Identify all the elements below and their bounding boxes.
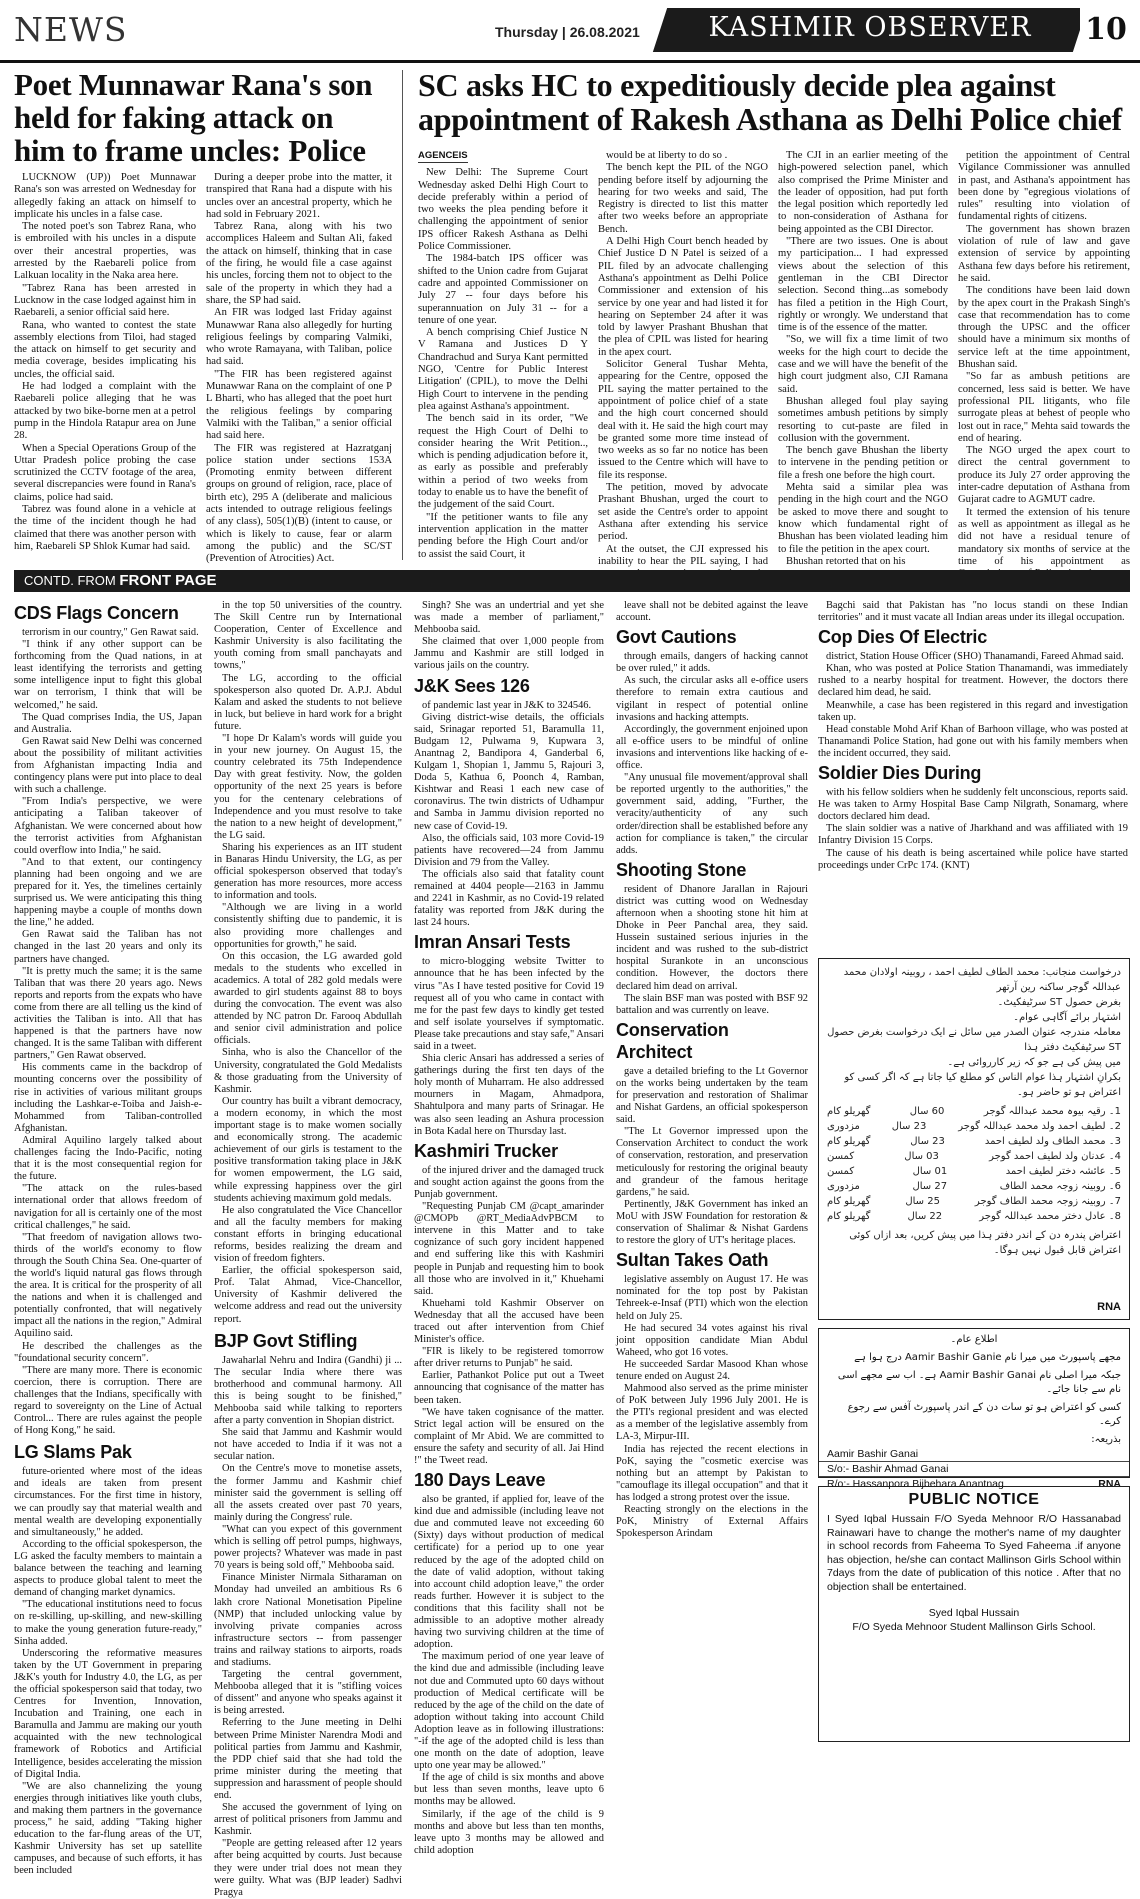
lg-paragraph: On this occasion, the LG awarded gold medals to the students who excelled in academics. A total of 282 gold medals were awarded to girl students against 88 to boys during the convocation. The event was also attended by NC patron Dr. Farooq Abdullah and senior civil administration and police officials.	[214, 950, 402, 1047]
ad-family-row	[827, 1104, 1121, 1119]
jk-paragraph: of pandemic last year in J&K to 324546.	[422, 699, 592, 711]
ad-family-cell: 23 سال	[891, 1121, 927, 1132]
ad-family-row	[827, 1134, 1121, 1149]
cds-paragraph: "That freedom of navigation allows two-thirds of the world's economy to flow through the South China Sea. One-quarter of the world's liquid natural gas flows through the area. It is critical for the prosperity of all the nations and when it is challenged and potentially confronted, that will negatively impact all the nations in the region," Admiral Aquilino said.	[14, 1231, 202, 1340]
contd-column-3	[414, 600, 604, 1856]
story1-paragraph: The FIR was registered at Hazratganj police station under sections 153A (Promoting enmity between different groups on ground of religion, race, place of birth etc), 295 A (deliberate and malicious acts intended to outrage religious feelings of any class), 505(1)(B) (intent to cause, or which is likely to cause, fear or alarm among the public) and the SC/ST (Prevention of Atrocities) Act.	[206, 442, 392, 565]
story1-paragraph: An FIR was lodged last Friday against Munawwar Rana also allegedly for hurting religious feelings by comparing Valmiki, who wrote Ramayana, with Taliban, police had said.	[206, 307, 392, 368]
story2-paragraph: The bench said in its order, "We request the High Court of Delhi to consider hearing the Writ Petition.., which is pending adjudication before it, as early as possible and preferably within a period of two weeks from today to enable us to have the benefit of the judgement of the said Court.	[418, 413, 588, 511]
story2-paragraph: "There are two issues. One is about my participation... I had expressed views about the selection of this gentleman in the CBI Director selection. Second thing...as somebody has filed a petition in the High Court, rightly or wrongly. We understand that time is of the essence of the matter.	[778, 236, 948, 334]
arch-paragraph: Pertinently, J&K Government has inked an MoU with JSW Foundation for restoration & conservation of Shalimar & Nishat Gardens to restore the glory of UT's heritage places.	[616, 1198, 808, 1247]
lg-paragraph: Underscoring the reformative measures taken by the UT Government in preparing J&K's youth for Industry 4.0, the LG, as per the official spokesperson said that today, two Centres for Invention, Innovation, Incubation and Training, one each in Baramulla and Jammu are making our youth acquainted with the new technological framework of Robotics and Artificial Intelligence, besides accelerating the mission of Digital India.	[14, 1647, 202, 1780]
ad-line: میں پیش کی ہے جو کہ زیر کارروائی ہے۔	[947, 1057, 1121, 1068]
brand-name: KASHMIR OBSERVER	[708, 12, 1032, 43]
jk-paragraph: Giving district-wise details, the officials said, Srinagar reported 51, Baramulla 11, Budgam 12, Pulwama 9, Kupwara 3, Anantnag 2, Bandipora 4, Ganderbal 6, Kulgam 1, Shopian 1, Jammu 5, Rajouri 3, Doda 5, Kathua 6, Poonch 4, Ramban, Kishtwar and Reasi 1 each new case of coronavirus. The twin districts of Udhampur and Samba in Jammu division reported no new case of Covid-19.	[414, 711, 604, 832]
soldier-paragraph: The cause of his death is being ascertained while police have started proceedings under CrPc 174. (KNT)	[818, 847, 1128, 871]
ad-family-cell: 27 سال	[912, 1181, 948, 1192]
bjp-paragraph: She claimed that over 1,000 people from Jammu and Kashmir are still lodged in various jails on the country.	[414, 636, 604, 672]
cds-heading: CDS Flags Concern	[14, 603, 179, 623]
leave-paragraph: If the age of child is six months and above but less than seven months, leave upto 6 months may be allowed.	[414, 1772, 604, 1808]
soldier-heading: Soldier Dies During	[818, 763, 982, 784]
story2-paragraph: The conditions have been laid down by the apex court in the Prakash Singh's case that recommendation has to come through the UPSC and the officer should have a minimum six months of service left at the time appointment, Bhushan said.	[958, 285, 1130, 371]
trucker-paragraph: Khuehami told Kashmir Observer on Wednesday that all the accused have been traced out after intervention from Chief Minister's office.	[414, 1297, 604, 1346]
story2-paragraph: It termed the extension of his tenure as well as appointment as illegal as he did not have a residual tenure of mandatory six months of service at the time of his appointment as	[958, 506, 1130, 567]
story1-column-2	[206, 172, 392, 565]
ad-family-cell: 23 سال	[910, 1136, 945, 1147]
ad-family-cell: گھریلو کام	[827, 1106, 871, 1117]
name-ad-name: Aamir Bashir Ganai	[819, 1447, 1129, 1462]
ad-family-row	[827, 1164, 1121, 1179]
contd-column-2	[214, 600, 402, 1898]
story2-paragraph: A bench comprising Chief Justice N V Ramana and Justices D Y Chandrachud and Surya Kant permitted NGO, 'Centre for Public Interest Litigation' (CPIL), to move the Delhi High Court to intervene in the pending plea against Asthana's appointment.	[418, 327, 588, 412]
public-notice	[818, 1486, 1130, 1742]
ad-family-row	[827, 1149, 1121, 1164]
ad-family-row	[827, 1179, 1121, 1194]
story2-paragraph: New Delhi: The Supreme Court Wednesday asked Delhi High Court to decide preferably within a period of two weeks the plea pending before it challenging the appointment of senior IPS officer Rakesh Asthana as Delhi Police Commissioner.	[418, 167, 588, 253]
bjp-paragraph: She accused the government of lying on arrest of political prisoners from Jammu and Kashmir.	[214, 1802, 402, 1838]
cds-paragraph: Admiral Aquilino largely talked about challenges facing the Indo-Pacific, noting that it is the most consequential region for the future.	[14, 1134, 202, 1183]
story2-paragraph: would be at liberty to do so .	[606, 150, 728, 161]
ad-family-cell: 5۔ عائشہ دختر لطیف احمد	[1005, 1166, 1121, 1177]
continued-label: FRONT PAGE	[119, 572, 217, 589]
ad-family-row	[827, 1209, 1121, 1224]
column-divider	[402, 70, 403, 560]
story1-paragraph: The noted poet's son Tabrez Rana, who is embroiled with his uncles in a dispute over their ancestral properties, was arrested by the Raebareli police from Lalkuan locality in the Naka area here.	[14, 221, 196, 282]
story2-paragraph: A Delhi High Court bench headed by Chief Justice D N Patel is seized of a PIL filed by an advocate challenging Asthana's appointment as Delhi Police Commissioner and extension of his service by one year and had listed it for hearing on September 24 after it was told by lawyer Prashant Bhushan that the plea of CPIL was listed for hearing in the apex court.	[598, 236, 768, 358]
bjp-paragraph: On the Centre's move to monetise assets, the former Jammu and Kashmir chief minister said the government is selling off all the assets created over past 70 years, mainly during the Congress' rule.	[214, 1463, 402, 1523]
bjp-paragraph: "What can you expect of this government which is selling off petrol pumps, highways, power projects? Whatever was made in past 70 years is being sold off," Mehbooba said.	[214, 1523, 402, 1572]
bjp-heading: BJP Govt Stifling	[214, 1330, 358, 1351]
story2-paragraph: The bench kept the PIL of the NGO pending before itself by adjourning the hearing for two weeks and said, The Registry is directed to list this matter after two weeks before an appropriate Bench.	[598, 162, 768, 235]
story2-paragraph: Mehta said a similar plea was pending in the high court and the NGO be asked to move there and sought to know which fundamental right of Bhushan has been violated leading him to file the petition in the apex court.	[778, 482, 948, 555]
lg-paragraph: The LG, according to the official spokesperson also quoted Dr. A.P.J. Abdul Kalam and asked the students to not believe in luck, but believe in hard work for a bright future.	[214, 672, 402, 732]
govt-paragraph: "Any unusual file movement/approval shall be reported urgently to the authorities," the government said, adding, "Further, the veracity/authenticity of any such order/direction shall be established before any action for compliance is taken," the circular adds.	[616, 772, 808, 856]
story2-paragraph: "If the petitioner wants to file any intervention application in the matter pending before the High Court and/or to assist the said Court, it	[418, 511, 588, 560]
story2-paragraph: At the outset, the CJI expressed his inability to hear the PIL saying, I had	[598, 543, 768, 567]
jk-paragraph: The officials also said that fatality count remained at 4404 people—2163 in Jammu and 2241 in Kashmir, as no Covid-19 related fatality was reported from J&K during the last 24 hours.	[414, 868, 604, 929]
lg-paragraph: "We are also channelizing the young energies through initiatives like youth clubs, and making them partners in the governance process," he said, adding "Taking higher education to the far-flung areas of the UT, Kashmir University has set up satellite campuses, and because of such efforts, it has been included	[14, 1780, 202, 1877]
cop-paragraph: Meanwhile, a case has been registered in this regard and investigation taken up.	[818, 699, 1128, 723]
cds-paragraph: "There are many more. There is economic coercion, there is corruption. There are challenges that the Indians, specifically with regard to sovereignty on the Line of Actual Control... There are rules against the people of Hong Kong," he said.	[14, 1364, 202, 1437]
bjp-paragraph: Targeting the central government, Mehbooba alleged that it is "stifling voices of dissent" and anyone who speaks against it is being arrested.	[214, 1669, 402, 1717]
lg-paragraph: in the top 50 universities of the country. The Skill Centre run by International Cooperation, Center of Excellence and Kashmir University is also facilitating the youth coming from small panchayats and towns,"	[214, 600, 402, 672]
sultan-paragraph: Reacting strongly on the elections in the PoK, Ministry of External Affairs Spokesperson Arindam	[616, 1504, 808, 1540]
name-ad-father: S/o:- Bashir Ahmad Ganai	[819, 1462, 1129, 1477]
contd-column-1	[14, 600, 202, 1877]
story2-column-2	[598, 150, 768, 567]
story2-paragraph: The petition, moved by advocate Prashant Bhushan, urged the court to set aside the Centre's order to appoint Asthana after extending his service period.	[598, 482, 768, 543]
public-notice-signatory: Syed Iqbal Hussain	[928, 1607, 1020, 1619]
story1-paragraph: He had lodged a complaint with the Raebareli police alleging that he was attacked by two bike-borne men at a petrol pump in the Hindola Ratapur area on June 28.	[14, 381, 196, 442]
bjp-paragraph: Referring to the June meeting in Delhi between Prime Minister Narendra Modi and political parties from Jammu and Kashmir, the PDP chief said that she had told the prime minister during the meeting that suppression and harassment of people should end.	[214, 1717, 402, 1801]
story2-paragraph: Bhushan alleged foul play saying sometimes ambush petitions by simply resorting to cut-paste are filed in collusion with the government.	[778, 395, 948, 444]
cds-paragraph: Gen Rawat said New Delhi was concerned about the possibility of militant activities from Afghanistan impacting India and contingency plans were put into place to deal with such a challenge.	[14, 735, 202, 796]
trucker-paragraph: of the injured driver and the damaged truck and sought action against the goons from the Punjab government.	[414, 1164, 604, 1200]
name-ad-sign: بذریعہ:	[1091, 1434, 1121, 1445]
jk-paragraph: Also, the officials said, 103 more Covid-19 patients have recovered—24 from Jammu Division and 79 from the Valley.	[414, 832, 604, 868]
imran-paragraph: Shia cleric Ansari has addressed a series of gatherings during the first ten days of the holy month of Muharram. He also addressed mourners in Magam, Ahmadpora, Shahtulpora and many parts of Srinagar. He was also seen leading an Ashura procession in Bota Kadal here on Thursday last.	[414, 1053, 604, 1137]
story1-paragraph: Tabrez Rana, along with his two accomplices Haleem and Sultan Ali, faked the attack on himself, thinking that in case of the firing, he would file a case against his uncles, forcing them not to object to the sale of the property in which they had a share, the SP had said.	[206, 221, 392, 306]
govt-paragraph: As such, the circular asks all e-office users therefore to remain extra cautious and vigilant in respect of potential online invasions and hacking attempts.	[616, 675, 808, 723]
bjp-paragraph: Jawaharlal Nehru and Indira (Gandhi) ji ... The secular India where there was brotherhood and communal harmony. All this is being sought to be finished," Mehbooba said while talking to reporters after a party convention in Shopian district.	[214, 1354, 402, 1427]
story1-paragraph: When a Special Operations Group of the Uttar Pradesh police probing the case scrutinized the CCTV footage of the area, several discrepancies were found in Rana's claims, police had said.	[14, 442, 196, 503]
story2-paragraph: "So far as ambush petitions are concerned, less said is better. We have professional PIL litigants, who file surrogate pleas at behest of people who lost out in race," Mehta said towards the end of hearing.	[958, 371, 1130, 444]
ad-line: بکرانِ اشتہار ہذا عوام الناس کو مطلع کیا جاتا ہے کہ اگر کسی کو اعتراض ہو تو حاضر ہو۔	[844, 1072, 1121, 1098]
ad-family-cell: گھریلو کام	[827, 1196, 871, 1207]
story2-paragraph: Solicitor General Tushar Mehta, appearing for the Centre, opposed the PIL saying the matter pertained to the appointment of police chief of a state and the high court concerned should deal with it. He said the high court may be granted some more time instead of two weeks as so far no notice has been issued to the Centre which will have to file its response.	[598, 359, 768, 481]
ad-line: اشتہار برائے آگاہی عوام۔	[1013, 1012, 1121, 1023]
cds-paragraph: "The attack on the rules-based international order that allows freedom of navigation for all is certainly one of the most critical challenges," he said.	[14, 1183, 202, 1231]
leave-heading: 180 Days Leave	[414, 1470, 546, 1491]
story1-paragraph: During a deeper probe into the matter, it transpired that Rana had a dispute with his uncles over an ancestral property, which he had sold in February 2021.	[206, 172, 392, 220]
story1-headline: Poet Munnawar Rana's son held for faking attack on him to frame uncles: Police	[14, 67, 373, 168]
ad-family-cell: 01 سال	[912, 1166, 948, 1177]
ad-family-cell: گھریلو کام	[827, 1211, 871, 1222]
lg-paragraph: "Although we are living in a world consistently shifting due to pandemic, it is also providing more challenges and opportunities for growth," he said.	[214, 902, 402, 950]
ad-family-cell: 60 سال	[909, 1106, 945, 1117]
name-ad-line-2: جبکہ میرا اصلی نام Aamir Bashir Ganai ہے۔ اب سے مجھے اسی نام سے جانا جائے۔	[837, 1370, 1121, 1395]
ad-family-cell: 6۔ روبینہ زوجہ محمد الطاف	[999, 1181, 1121, 1192]
bjp-paragraph: Singh? She was an undertrial and yet she was made a member of parliament," Mehbooba said.	[414, 600, 604, 636]
ad-family-cell: 8۔ عادل دختر محمد عبداللہ گوجر	[979, 1211, 1121, 1222]
ad-family-row	[827, 1119, 1121, 1134]
story2-column-3	[778, 150, 948, 567]
arch-heading: Conservation Architect	[616, 1019, 729, 1062]
sultan-paragraph: Mahmood also served as the prime minister of PoK between July 1996 July 2001. He is the PTI's regional president and was elected as a member of the legislative assembly from LA-3, Mirpur-III.	[616, 1383, 808, 1443]
name-ad-tag: RNA	[1098, 1478, 1121, 1490]
story2-paragraph: The CJI in an earlier meeting of the high-powered selection panel, which also comprised the Prime Minister and the leader of opposition, had put forth the legal position which reportedly led to non-consideration of Asthana for being appointed as the CBI Director.	[778, 150, 948, 235]
ad-line: درخواست منجانب: محمد الطاف لطیف احمد ، روبینہ اولادان محمد عبداللہ گوجر ساکنہ رین آرتھر	[843, 967, 1121, 993]
trucker-paragraph: "Requesting Punjab CM @capt_amarinder @CMOPb @RT_MediaAdvPBCM to intervene in this Matter and to take cognizance of such gory incident happened and end suffering like this with Kashmiri people in Punjab and requesting him to book all those who are involved in it," Khuehami said.	[414, 1201, 604, 1297]
ad-family-cell: گھریلو کام	[827, 1136, 871, 1147]
story2-paragraph: "So, we will fix a time limit of two weeks for the high court to decide the case and we will have the benefit of the high court judgment also, CJI Ramana said.	[778, 334, 948, 395]
ad-family-row	[827, 1194, 1121, 1209]
name-ad-line-1: مجھے پاسپورٹ میں میرا نام Aamir Bashir Ganie درج ہوا ہے	[854, 1352, 1121, 1363]
cds-paragraph: terrorism in our country," Gen Rawat said.	[22, 627, 199, 638]
cds-paragraph: "From India's perspective, we were anticipating a Taliban takeover of Afghanistan. We were concerned about how the terrorist activities from Afghanistan could overflow into India," he said.	[14, 796, 202, 856]
leave-paragraph: The maximum period of one year leave of the kind due and admissible (including leave not due and Commuted upto 60 days without production of Medical certificate will be reduced by the age of the child on the date of adoption without taking into account Child Adoption leave as in following illustrations: "-if the age of the adopted child is less than one month on the date of adoption, leave upto one year may be allowed."	[414, 1651, 604, 1772]
ad-family-cell: مزدوری	[827, 1121, 860, 1132]
lg-paragraph: Our country has built a vibrant democracy, a modern economy, in which the most important stage is to make women socially and economically strong. The academic achievement of our girls is testament to the positive transformation taking place in J&K for women empowerment, the LG said, while expressing happiness over the girl students achieving maximum gold medals.	[214, 1095, 402, 1204]
cds-paragraph: "And to that extent, our contingency planning had been ongoing and we are prepared for it. Yes, the timelines certainly surprised us. We were anticipating this thing happening maybe a couple of months down the line," he added.	[14, 856, 202, 929]
story1-paragraph: "The FIR has been registered against Munawwar Rana on the complaint of one P L Bharti, who has alleged that the poet hurt the religious feelings by comparing Valmiki with the Taliban," a senior official had said here.	[206, 368, 392, 442]
cds-paragraph: His comments came in the backdrop of mounting concerns over the possibility of rise in activities of various militant groups including the Lashkar-e-Toiba and Jaish-e-Mohammed from Taliban-controlled Afghanistan.	[14, 1062, 202, 1134]
cds-paragraph: "It is pretty much the same; it is the same Taliban that was there 20 years ago. News reports and reports from the expats who have come from there are all telling us the kind of activities the Taliban is into. All that has happened is that the partners have now changed. It is the same Taliban with different partners," Gen Rawat observed.	[14, 965, 202, 1062]
story2-paragraph: The 1984-batch IPS officer was shifted to the Union cadre from Gujarat cadre and appointed Commissioner on July 27 -- four days before his superannuation on July 31 -- for a tenure of one year.	[418, 253, 588, 326]
story1-paragraph: "Tabrez Rana has been arrested in Lucknow in the case lodged against him in Raebareli, a senior official said here.	[14, 282, 196, 319]
ad-family-cell: 7۔ روبینہ زوجہ محمد الطاف گوجر	[974, 1196, 1121, 1207]
public-notice-title: PUBLIC NOTICE	[908, 1491, 1040, 1508]
ad-family-cell: 3۔ محمد الطاف ولد لطیف احمد	[984, 1136, 1121, 1147]
page-number: 10	[1080, 8, 1132, 52]
story1-column-1	[14, 172, 196, 557]
lg-paragraph: According to the official spokesperson, the LG asked the faculty members to maintain a balance between the teaching and learning aspects to produce global talent to meet the demand of changing market dynamics.	[14, 1538, 202, 1599]
lg-paragraph: He also congratulated the Vice Chancellor and all the faculty members for making constant efforts in bringing educational reforms, besides realizing the dream and vision of freedom fighters.	[214, 1204, 402, 1265]
story2-byline: AGENCEIS	[418, 150, 468, 163]
ad-family-cell: 2۔ لطیف احمد ولد محمد عبداللہ گوجر	[958, 1121, 1121, 1132]
imran-heading: Imran Ansari Tests	[414, 932, 571, 953]
trucker-paragraph: "FIR is likely to be registered tomorrow after driver returns to Punjab" he said.	[414, 1346, 604, 1370]
ad-family-cell: 03 سال	[904, 1151, 939, 1162]
urdu-st-certificate-ad	[818, 958, 1130, 1320]
lg-paragraph: Earlier, the official spokesperson said, Prof. Talat Ahmad, Vice-Chancellor, University of Kashmir delivered the welcome address and read out the university report.	[214, 1265, 402, 1325]
lg-paragraph: Sinha, who is also the Chancellor of the University, congratulated the Gold Medalists & those graduating from the University of Kashmir.	[214, 1047, 402, 1095]
continued-banner	[14, 570, 1130, 592]
cds-paragraph: The Quad comprises India, the US, Japan and Australia.	[14, 711, 202, 735]
lg-paragraph: future-oriented where most of the ideas and ideals are taken from present circumstances. For the first time in history, we can proudly say that material wealth and mental wealth are developing exponentially and simultaneously," he added.	[14, 1466, 202, 1538]
cds-paragraph: Gen Rawat said the Taliban has not changed in the last 20 years and only its partners have changed.	[14, 929, 202, 965]
name-ad-address: R/o:- Hassanpora Bijbehara Anantnag	[827, 1478, 1004, 1490]
ad-family-cell: 22 سال	[907, 1211, 943, 1222]
govt-paragraph: Accordingly, the government enjoined upon all e-office users to be mindful of online invasions and interventions like hacking of e-office.	[616, 723, 808, 772]
arch-paragraph: gave a detailed briefing to the Lt Governor on the works being undertaken by the team for preservation and restoration of Shalimar and Nishat Gardens, an official spokesperson said.	[616, 1065, 808, 1126]
ad-line: بغرض حصول ST سرٹیفکیٹ۔	[997, 997, 1121, 1008]
bjp-paragraph: She said that Jammu and Kashmir would not have acceded to India if it was not a secular nation.	[214, 1427, 402, 1463]
ad-family-cell: 4۔ عدنان ولد لطیف احمد گوجر	[989, 1151, 1121, 1162]
trucker-paragraph: Earlier, Pathankot Police put out a Tweet announcing that cognisance of the matter has been taken.	[414, 1370, 604, 1406]
sultan-paragraph: India has rejected the recent elections in PoK, saying the "cosmetic exercise was nothing but an attempt by Pakistan to "camouflage its illegal occupation" and that it has lodged a strong protest over the issue.	[616, 1443, 808, 1503]
name-ad-title: اطلاع عام۔	[950, 1334, 998, 1345]
cop-heading: Cop Dies Of Electric	[818, 627, 988, 648]
public-notice-body: I Syed Iqbal Hussain F/O Syeda Mehnoor R/O Hassanabad Rainawari have to change the mother's name of my daughter in school records from Faheema To Syed Faheema .if anyone has objection, he/she can contact Mallinson Girls School within 7days from the date of publication of this notice . After that no objection shall be entertained.	[827, 1513, 1121, 1593]
lg-paragraph: "I hope Dr Kalam's words will guide you in your new journey. On August 15, the country celebrated its 75th Independence Day with great festivity. Now, the golden opportunity of the next 25 years is before you for the centenary celebrations of Independence and you must resolve to take the nation to a new height of development," the LG said.	[214, 733, 402, 841]
leave-paragraph: Similarly, if the age of the child is 9 months and above but less than ten months, leave upto 3 months may be allowed and child adoption	[414, 1808, 604, 1856]
name-change-ad	[818, 1328, 1130, 1490]
sultan-paragraph: He had secured 34 votes against his rival joint opposition candidate Mian Abdul Waheed, who got 16 votes.	[616, 1322, 808, 1358]
stone-paragraph: The slain BSF man was posted with BSF 92 battalion and was currently on leave.	[616, 992, 808, 1016]
soldier-paragraph: The slain soldier was a native of Jharkhand and was affiliated with 19 Infantry Division 15 Corps.	[818, 823, 1128, 847]
contd-column-4	[616, 600, 808, 1745]
cop-paragraph: Khan, who was posted at Police Station Thanamandi, was immediately rushed to a nearby hospital for treatment. However, the doctors there declared him dead, he said.	[818, 663, 1128, 699]
trucker-heading: Kashmiri Trucker	[414, 1140, 558, 1161]
lg-heading: LG Slams Pak	[14, 1442, 132, 1463]
jk-heading: J&K Sees 126	[414, 675, 530, 696]
cop-paragraph: district, Station House Officer (SHO) Thanamandi, Fareed Ahmad said.	[826, 651, 1124, 663]
ad-line: معاملہ مندرجہ عنوان الصدر میں سائل نے ایک درخواست بغرض حصول ST سرٹیفکیٹ دفتر ہذا	[827, 1027, 1121, 1053]
sultan-paragraph: legislative assembly on August 17. He was nominated for the top post by Pakistan Tehreek-e-Insaf (PTI) which won the election held on July 25.	[616, 1274, 808, 1322]
continued-prefix: CONTD. FROM	[24, 573, 116, 588]
lg-paragraph: "The educational institutions need to focus on re-skilling, up-skilling, and new-skilling to make the young generation future-ready," Sinha added.	[14, 1599, 202, 1647]
leave-paragraph: leave shall not be debited against the leave account.	[616, 600, 808, 624]
name-ad-line-3: کسی کو اعتراض ہو تو سات دن کے اندر پاسپورٹ آفس سے رجوع کرے۔	[847, 1402, 1121, 1427]
cds-paragraph: "I think if any other support can be forthcoming from the Quad nations, in at least identifying the terrorists and getting some intelligence input to fight this global war on terrorism, I think that will be welcomed," he said.	[14, 639, 202, 711]
story2-paragraph: The NGO urged the apex court to direct the central government to produce its July 27 order approving the inter-cadre deputation of Asthana from Gujarat cadre to AGMUT cadre.	[958, 445, 1130, 506]
story2-paragraph: The bench gave Bhushan the liberty to intervene in the pending petition or file a fresh one before the high court.	[778, 445, 948, 481]
story2-paragraph: petition the appointment of Central Vigilance Commissioner was annulled in past, and Asthana's appointment has been done by "egregious violations of rules" resulting into violation of fundamental rights of citizens.	[958, 150, 1130, 223]
cop-paragraph: Head constable Mohd Arif Khan of Barhoon village, who was posted at Thanamandi Police Station, had gone out with his family members when the incident occurred, they said.	[818, 723, 1128, 759]
soldier-paragraph: with his fellow soldiers when he suddenly felt unconscious, reports said. He was taken to Army Hospital Base Camp Nilgrath, Sonamarg, where doctors declared him dead.	[818, 787, 1128, 823]
masthead	[0, 0, 1140, 63]
cds-paragraph: He described the challenges as the "foundational security concern".	[14, 1340, 202, 1364]
trucker-paragraph: "We have taken cognisance of the matter. Strict legal action will be ensured on the complaint of Mr Abid. We are committed to ensure the safety and security of all. Jai Hind !" the Tweet read.	[414, 1406, 604, 1466]
ad-agency-tag: RNA	[1097, 1301, 1121, 1313]
govt-paragraph: through emails, dangers of hacking cannot be over ruled," it adds.	[616, 651, 808, 675]
story1-paragraph: Tabrez was found alone in a vehicle at the time of the incident though he had claimed that there was another person with him, Raebareli SP Shlok Kumar had said.	[14, 504, 196, 552]
sultan-heading: Sultan Takes Oath	[616, 1250, 769, 1271]
lg-paragraph: Sharing his experiences as an IIT student in Banaras Hindu University, the LG, as per official spokesperson observed that today's generation has more resources, more access to information and tools.	[214, 841, 402, 902]
issue-date: Thursday | 26.08.2021	[495, 24, 640, 40]
govt-heading: Govt Cautions	[616, 627, 737, 648]
ad-family-cell: مزدوری	[827, 1181, 860, 1192]
story2-headline: SC asks HC to expeditiously decide plea against appointment of Rakesh Asthana as Delhi Police chief	[418, 67, 1122, 137]
imran-paragraph: to micro-blogging website Twitter to announce that he has been infected by the virus "As I have tested positive for Covid 19 request all of you who came in contact with me for the past few days to kindly get tested and self isolate yourselves if symptomatic. Please take precautions and stay safe," Ansari said in a tweet.	[414, 956, 604, 1052]
story2-paragraph: The government has shown brazen violation of rule of law and gave extension of service by appointing Asthana few days before his retirement, he said.	[958, 223, 1130, 284]
leave-paragraph: also be granted, if applied for, leave of the kind due and admissible (including leave not due and commuted leave not exceeding 60 (Sixty) days without production of medical certificate) for a period up to one year reduced by the age of the adopted child on the date of valid adoption, without taking into account child adoption leave," the order reads further. However it is subject to the conditions that this facility shall not be admissible to an adoptive mother already having two surviving children at the time of adoption.	[414, 1494, 604, 1651]
sultan-paragraph: Bagchi said that Pakistan has "no locus standi on these Indian territories" and it must vacate all Indian areas under its illegal occupation.	[818, 600, 1128, 624]
story2-paragraph: Bhushan retorted that on his	[786, 555, 906, 567]
sultan-paragraph: He succeeded Sardar Masood Khan whose tenure ended on August 24.	[616, 1358, 808, 1382]
stone-paragraph: resident of Dhanore Jarallan in Rajouri district was cutting wood on Wednesday afternoon when a shooting stone hit him at Dhoke in Peer Panchal area, they said. Hussein sustained serious injuries in the incident and was rushed to the sub-district hospital Surankote in an unconscious condition. However, the doctors there declared him dead on arrival.	[616, 883, 808, 992]
bjp-paragraph: "People are getting released after 12 years after being acquitted by courts. Just because they were under trial does not mean they were guilty. What was (BJP leader) Sadhvi Pragya	[214, 1838, 402, 1898]
ad-family-cell: کمسن	[827, 1151, 855, 1162]
bjp-paragraph: Finance Minister Nirmala Sitharaman on Monday had unveiled an ambitious Rs 6 lakh crore National Monetisation Pipeline (NMP) that included unlocking value by involving private companies across infrastructure sectors -- from passenger trains and railway stations to airports, roads and stadiums.	[214, 1572, 402, 1668]
section-label: NEWS	[14, 10, 128, 49]
ad-family-cell: کمسن	[827, 1166, 855, 1177]
story2-column-4	[958, 150, 1130, 567]
ad-family-cell: 25 سال	[905, 1196, 940, 1207]
story1-paragraph: LUCKNOW (UP)) Poet Munnawar Rana's son was arrested on Wednesday for allegedly faking an attack on himself to implicate his uncles in a false case.	[14, 172, 196, 220]
arch-paragraph: "The Lt Governor impressed upon the Conservation Architect to conduct the work of conservation, restoration, and preservation meticulously for restoring the original beauty and grandeur of the famous heritage gardens," he said.	[616, 1126, 808, 1198]
ad-family-cell: 1۔ رقیہ بیوہ محمد عبداللہ گوجر	[983, 1106, 1121, 1117]
public-notice-relation: F/O Syeda Mehnoor Student Mallinson Girls School.	[852, 1621, 1096, 1633]
contd-column-5	[818, 600, 1128, 950]
story2-column-1	[418, 150, 588, 558]
story1-paragraph: Rana, who wanted to contest the state assembly elections from Tiloi, had staged the attack on himself to get security and media coverage, besides implicating his uncles, the official said.	[14, 319, 196, 380]
stone-heading: Shooting Stone	[616, 859, 747, 880]
ad-footer: اعتراض پندرہ دن کے اندر دفتر ہذا میں پیش کریں، بعد ازاں کوئی اعتراض قابل قبول نہیں ہوگا۔	[849, 1230, 1121, 1256]
